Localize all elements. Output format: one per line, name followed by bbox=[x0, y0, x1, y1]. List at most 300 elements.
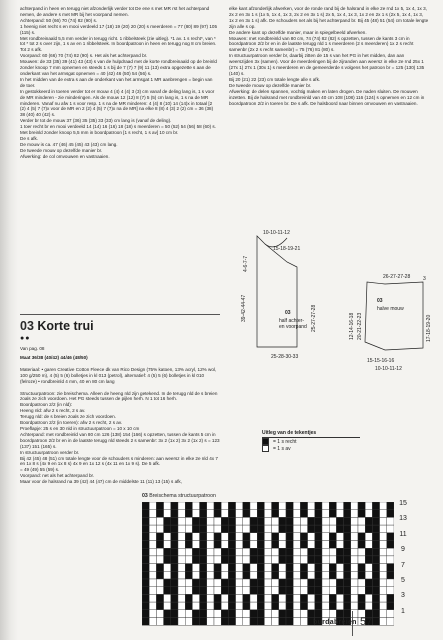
paragraph: In gestokkeerd in toeren verder tot er mouw 4 (4) 4 (4) 3 (3) cm vanaf de deling lang is, 1 s voor de MR minderen - zie minderingen. Als de mouw 12 (12) 8 (7) 5 (5) cm lang is, 1 s na de MR minderen. Vanaf nu afw 1 s voor resp. 1 s na de MR minderen: 4 (4) 8 (10) 14 (14)x in totaal [2 (2) 4 (5) 7 (7)x voor de MR en 2 (2) 4 (5) 7 (7)x na de MR] na elke 8 (8) 4 (3) 2 (2) cm = 36 (38) 38 (40) 40 (42) s. bbox=[20, 88, 215, 118]
chart-cell bbox=[236, 610, 243, 618]
page-reference: Van pag. 08 bbox=[20, 346, 45, 351]
chart-cell bbox=[221, 618, 228, 626]
chart-cell bbox=[336, 602, 343, 610]
chart-cell bbox=[372, 556, 379, 564]
instruction-list bbox=[20, 391, 220, 486]
chart-cell bbox=[344, 571, 351, 579]
chart-cell bbox=[387, 579, 394, 587]
chart-cell bbox=[329, 541, 336, 549]
chart-cell bbox=[387, 618, 394, 626]
chart-cell bbox=[387, 533, 394, 541]
chart-cell bbox=[329, 564, 336, 572]
chart-cell bbox=[351, 564, 358, 572]
chart-cell bbox=[207, 510, 214, 518]
chart-cell bbox=[142, 541, 149, 549]
chart-cell bbox=[279, 594, 286, 602]
chart-cell bbox=[228, 610, 235, 618]
chart-cell bbox=[178, 602, 185, 610]
chart-cell bbox=[279, 564, 286, 572]
chart-cell bbox=[192, 594, 199, 602]
chart-cell bbox=[250, 548, 257, 556]
chart-cell bbox=[142, 564, 149, 572]
chart-cell bbox=[250, 502, 257, 510]
chart-cell bbox=[250, 564, 257, 572]
sleeve-outline bbox=[365, 282, 423, 350]
chart-cell bbox=[336, 548, 343, 556]
chart-cell bbox=[185, 579, 192, 587]
paragraph: In het midden van de extra s aan de onderkant van het armsgat 1 MR aanbrengen = begin van de toer. bbox=[20, 76, 213, 88]
chart-cell bbox=[192, 602, 199, 610]
label-cuff-top: 3 bbox=[423, 276, 426, 282]
chart-cell bbox=[156, 571, 163, 579]
chart-cell bbox=[200, 587, 207, 595]
chart-cell bbox=[171, 610, 178, 618]
chart-name: Breischema structuurpatroon bbox=[149, 493, 216, 499]
chart-cell bbox=[365, 548, 372, 556]
chart-cell bbox=[171, 556, 178, 564]
chart-cell bbox=[365, 541, 372, 549]
chart-cell bbox=[380, 579, 387, 587]
chart-cell bbox=[142, 594, 149, 602]
chart-cell bbox=[372, 571, 379, 579]
chart-cell bbox=[387, 610, 394, 618]
chart-cell bbox=[192, 548, 199, 556]
label-sleeve-outer: 17-18-19-20 bbox=[426, 314, 432, 342]
chart-cell bbox=[300, 594, 307, 602]
chart-cell bbox=[200, 610, 207, 618]
chart-cell bbox=[286, 594, 293, 602]
chart-cell bbox=[336, 525, 343, 533]
chart-cell bbox=[164, 533, 171, 541]
chart-cell bbox=[293, 587, 300, 595]
chart-cell bbox=[185, 548, 192, 556]
chart-cell bbox=[221, 533, 228, 541]
chart-cell bbox=[351, 525, 358, 533]
chart-cell bbox=[351, 556, 358, 564]
chart-cell bbox=[221, 556, 228, 564]
chart-cell bbox=[178, 541, 185, 549]
chart-cell bbox=[192, 502, 199, 510]
chart-cell bbox=[336, 517, 343, 525]
chart-cell bbox=[164, 618, 171, 626]
chart-cell bbox=[200, 510, 207, 518]
chart-cell bbox=[228, 594, 235, 602]
chart-cell bbox=[207, 587, 214, 595]
chart-cell bbox=[315, 587, 322, 595]
chart-cell bbox=[264, 579, 271, 587]
chart-cell bbox=[279, 571, 286, 579]
chart-cell bbox=[221, 571, 228, 579]
chart-cell bbox=[286, 525, 293, 533]
knit-symbol-icon bbox=[262, 438, 269, 445]
chart-cell bbox=[257, 564, 264, 572]
chart-cell bbox=[156, 541, 163, 549]
chart-cell bbox=[372, 548, 379, 556]
chart-cell bbox=[344, 587, 351, 595]
chart-cell bbox=[279, 556, 286, 564]
chart-cell bbox=[192, 564, 199, 572]
chart-cell bbox=[272, 587, 279, 595]
paragraph: Structuurpatroon: zie breischema. Alleen de heeng nld zijn getekend. In de terugg nld de s breien zoals ze zich voordoen. Het PG steeds tussen de pijlen herh. N 1 tot 16 herh. bbox=[20, 390, 218, 402]
chart-cell bbox=[372, 618, 379, 626]
chart-cell bbox=[221, 564, 228, 572]
chart-cell bbox=[156, 556, 163, 564]
chart-cell bbox=[372, 564, 379, 572]
chart-cell bbox=[308, 502, 315, 510]
chart-cell bbox=[380, 525, 387, 533]
chart-cell bbox=[358, 594, 365, 602]
chart-cell bbox=[243, 571, 250, 579]
chart-cell bbox=[214, 541, 221, 549]
chart-cell bbox=[358, 571, 365, 579]
chart-cell bbox=[264, 510, 271, 518]
chart-cell bbox=[279, 602, 286, 610]
chart-cell bbox=[322, 502, 329, 510]
chart-cell bbox=[380, 510, 387, 518]
chart-cell bbox=[387, 548, 394, 556]
chart-cell bbox=[228, 564, 235, 572]
chart-cell bbox=[207, 618, 214, 626]
chart-cell bbox=[351, 587, 358, 595]
chart-cell bbox=[372, 517, 379, 525]
chart-cell bbox=[214, 594, 221, 602]
chart-cell bbox=[351, 594, 358, 602]
chart-cell bbox=[293, 602, 300, 610]
chart-cell bbox=[250, 533, 257, 541]
chart-cell bbox=[200, 579, 207, 587]
chart-cell bbox=[207, 594, 214, 602]
chart-cell bbox=[185, 517, 192, 525]
chart-cell bbox=[164, 564, 171, 572]
chart-cell bbox=[171, 594, 178, 602]
chart-cell bbox=[142, 602, 149, 610]
chart-cell bbox=[336, 571, 343, 579]
paragraph: Mouwen: met rondbreinld van 80 cm, 74 (74) 82 (82) s opzetten, tussen de kants 3 cm in boordpatroon 2/2 br en in de laatste terugg nld 1 s meerderen (2 s meerderen) 1x 2 s recht samenbr (2x 2 s recht samenbr) = 75 (76) 81 (80) s. bbox=[229, 35, 414, 53]
chart-cell bbox=[192, 571, 199, 579]
chart-cell bbox=[365, 525, 372, 533]
chart-cell bbox=[149, 525, 156, 533]
chart-cell bbox=[322, 541, 329, 549]
chart-cell bbox=[293, 517, 300, 525]
chart-cell bbox=[164, 525, 171, 533]
chart-cell bbox=[279, 541, 286, 549]
chart-cell bbox=[380, 571, 387, 579]
chart-cell bbox=[171, 548, 178, 556]
chart-cell bbox=[293, 594, 300, 602]
chart-cell bbox=[293, 548, 300, 556]
legend-label: = 1 s recht bbox=[273, 438, 297, 445]
chart-cell bbox=[214, 517, 221, 525]
chart-cell bbox=[344, 594, 351, 602]
chart-cell bbox=[185, 510, 192, 518]
chart-cell bbox=[293, 541, 300, 549]
chart-cell bbox=[185, 587, 192, 595]
chart-cell bbox=[336, 502, 343, 510]
chart-cell bbox=[272, 618, 279, 626]
chart-cell bbox=[279, 587, 286, 595]
chart-cell bbox=[257, 610, 264, 618]
chart-cell bbox=[315, 525, 322, 533]
chart-cell bbox=[257, 525, 264, 533]
chart-cell bbox=[286, 579, 293, 587]
chart-cell bbox=[344, 517, 351, 525]
chart-cell bbox=[272, 564, 279, 572]
chart-cell bbox=[200, 541, 207, 549]
chart-cell bbox=[257, 541, 264, 549]
paragraph: De mouw is ca. 47 (46) 45 (45) 43 (43) cm lang. bbox=[20, 141, 118, 147]
chart-cell bbox=[264, 602, 271, 610]
chart-cell bbox=[336, 610, 343, 618]
chart-cell bbox=[272, 579, 279, 587]
paragraph: Bij 20 (21) 22 (23) cm totale lengte alle s afk. bbox=[229, 76, 321, 82]
chart-cell bbox=[257, 602, 264, 610]
chart-cell bbox=[257, 548, 264, 556]
chart-cell bbox=[228, 533, 235, 541]
chart-cell bbox=[257, 579, 264, 587]
chart-cell bbox=[308, 564, 315, 572]
chart-cell bbox=[171, 564, 178, 572]
paragraph: Heeng nld: afw 2 s recht, 2 s av. bbox=[20, 408, 86, 414]
chart-cell bbox=[142, 610, 149, 618]
chart-cell bbox=[322, 548, 329, 556]
chart-cell bbox=[344, 502, 351, 510]
chart-cell bbox=[300, 587, 307, 595]
chart-cell bbox=[243, 610, 250, 618]
chart-cell bbox=[286, 556, 293, 564]
paragraph: Achterpand: 50 (66) 70 (74) 82 (90) s. bbox=[20, 17, 98, 23]
chart-cell bbox=[236, 564, 243, 572]
chart-cell bbox=[279, 618, 286, 626]
chart-cell bbox=[351, 602, 358, 610]
chart-cell bbox=[308, 602, 315, 610]
chart-cell bbox=[178, 594, 185, 602]
label-sleeve-mid-1: 12-14-16-18 bbox=[349, 312, 355, 340]
chart-cell bbox=[236, 579, 243, 587]
chart-cell bbox=[149, 602, 156, 610]
chart-cell bbox=[329, 610, 336, 618]
chart-cell bbox=[214, 564, 221, 572]
chart-cell bbox=[358, 502, 365, 510]
chart-cell bbox=[243, 541, 250, 549]
chart-cell bbox=[192, 525, 199, 533]
chart-cell bbox=[322, 579, 329, 587]
chart-cell bbox=[272, 610, 279, 618]
chart-cell bbox=[293, 579, 300, 587]
chart-cell bbox=[372, 587, 379, 595]
chart-cell bbox=[344, 564, 351, 572]
chart-cell bbox=[351, 510, 358, 518]
chart-cell bbox=[185, 556, 192, 564]
chart-title bbox=[142, 493, 216, 499]
chart-cell bbox=[358, 548, 365, 556]
chart-cell bbox=[156, 533, 163, 541]
chart-cell bbox=[207, 517, 214, 525]
chart-cell bbox=[236, 533, 243, 541]
chart-cell bbox=[164, 541, 171, 549]
paragraph: De andere kant op dezelfde manier, maar in spiegelbeeld afwerken. bbox=[229, 29, 367, 35]
chart-cell bbox=[351, 571, 358, 579]
chart-cell bbox=[322, 610, 329, 618]
chart-cell bbox=[336, 541, 343, 549]
paragraph: Achterpand: met rondbreinld van 80 cm 126 (138) 154 (166) s opzetten, tussen de kants 5 cm in boordpatroon 2/2 br en in de laatste terugg nld steeds 2 s samenbr: 3x 2 (1x 2) 3x 2 (1x 2) s = 123 (137) 151 (165) s. bbox=[20, 431, 220, 449]
chart-cell bbox=[300, 541, 307, 549]
label-sleeve: halve mouw bbox=[377, 306, 404, 312]
chart-cell bbox=[142, 548, 149, 556]
chart-cell bbox=[236, 548, 243, 556]
chart-cell bbox=[272, 602, 279, 610]
symbol-legend bbox=[262, 430, 360, 452]
chart-cell bbox=[264, 571, 271, 579]
chart-cell bbox=[380, 548, 387, 556]
paragraph: In structuurpatroon verder br, daarbij zitten de 15 s van het PG in het midden, dan aan weerszijden 3x (samen). Voor de meerderingen bij de zijranden aan weersz in elke 2e rnd 25x 1 (27x 1) 27x 1 (30x 1) s meerderen en de gemeerderde s volgens het patroon br = 125 (130) 135 (140) s. bbox=[229, 53, 425, 76]
paragraph: Boordpatroon 2/2 (in nld): bbox=[20, 402, 73, 408]
label-top-measure: 10-10-11-12 bbox=[263, 230, 290, 236]
chart-cell bbox=[372, 610, 379, 618]
chart-cell bbox=[207, 579, 214, 587]
chart-cell bbox=[279, 525, 286, 533]
paragraph: Afwerking: de delen spannen, vochtig maken en laten drogen. De naden sluiten. De mouwen inzetten. Bij de halsrand met rondbreinld van 40 cm 108 (108) 116 (124) s opnemen en 12 cm in boordpatroon 2/2 in toeren br. De s afk. De halsboord naar binnen omvouwen en vastnaaien. bbox=[229, 88, 425, 106]
chart-cell bbox=[214, 556, 221, 564]
chart-cell bbox=[300, 510, 307, 518]
instructions-column bbox=[20, 346, 220, 485]
paragraph: = 49 (49) 55 (59) s. bbox=[20, 467, 60, 473]
chart-cell bbox=[308, 594, 315, 602]
chart-cell bbox=[250, 587, 257, 595]
chart-cell bbox=[293, 510, 300, 518]
paragraph: Voorpand: 60 (66) 70 (74) 82 (90) s. Het als het achterpand br. bbox=[20, 53, 148, 59]
chart-cell bbox=[142, 525, 149, 533]
chart-cell bbox=[178, 587, 185, 595]
paragraph: Mouwen: de 33 (35) 39 (41) 43 (43) s van de hulpdraad met de korte rondbreinaald op de breinld zonder knoop 7 mm opnemen en steeds 1 s bij de 7 (7) 7 (9) 11 (13) extra opgezette s aan de onderkant van het armsgat opnemen = 40 (42) 46 (50) 54 (56) s. bbox=[20, 59, 217, 76]
chart-cell bbox=[243, 502, 250, 510]
chart-cell bbox=[156, 610, 163, 618]
chart-cell bbox=[286, 602, 293, 610]
paragraph: 1 heenig niet recht s en mooi verdeeld 17 (18) 19 (20) 20 (20) s meerderen = 77 (80) 89 (97) 105 (115) s. bbox=[20, 23, 218, 35]
chart-cell bbox=[243, 594, 250, 602]
chart-cell bbox=[322, 564, 329, 572]
chart-cell bbox=[171, 541, 178, 549]
chart-cell bbox=[257, 510, 264, 518]
chart-cell bbox=[315, 610, 322, 618]
label-left-small: 4-6-7-7 bbox=[243, 255, 249, 272]
chart-cell bbox=[336, 533, 343, 541]
section-name: Korte trui bbox=[37, 319, 94, 333]
chart-cell bbox=[243, 510, 250, 518]
chart-cell bbox=[164, 556, 171, 564]
chart-cell bbox=[221, 610, 228, 618]
chart-cell bbox=[221, 587, 228, 595]
label-piece-1: half achter- bbox=[279, 318, 305, 324]
chart-cell bbox=[221, 525, 228, 533]
chart-cell bbox=[171, 510, 178, 518]
chart-cell bbox=[358, 564, 365, 572]
row-number: 3 bbox=[401, 592, 405, 600]
chart-cell bbox=[142, 502, 149, 510]
chart-cell bbox=[178, 610, 185, 618]
chart-cell bbox=[358, 525, 365, 533]
chart-cell bbox=[286, 541, 293, 549]
chart-cell bbox=[164, 610, 171, 618]
chart-cell bbox=[178, 579, 185, 587]
chart-cell bbox=[336, 510, 343, 518]
chart-cell bbox=[344, 510, 351, 518]
left-text-column bbox=[20, 6, 218, 160]
chart-cell bbox=[164, 517, 171, 525]
chart-cell bbox=[264, 564, 271, 572]
chart-cell bbox=[243, 525, 250, 533]
chart-cell bbox=[380, 533, 387, 541]
chart-cell bbox=[171, 502, 178, 510]
chart-cell bbox=[221, 510, 228, 518]
chart-number: 03 bbox=[142, 493, 148, 499]
paragraph: De tweede mouw op dezelfde manier br. bbox=[229, 82, 312, 88]
chart-cell bbox=[286, 564, 293, 572]
chart-cell bbox=[228, 556, 235, 564]
section-number: 03 bbox=[20, 319, 34, 333]
chart-cell bbox=[214, 510, 221, 518]
chart-cell bbox=[358, 517, 365, 525]
chart-cell bbox=[192, 587, 199, 595]
chart-cell bbox=[264, 548, 271, 556]
chart-cell bbox=[214, 502, 221, 510]
chart-cell bbox=[322, 533, 329, 541]
chart-cell bbox=[372, 510, 379, 518]
chart-cell bbox=[344, 548, 351, 556]
legend-item bbox=[262, 438, 360, 445]
chart-cell bbox=[207, 502, 214, 510]
chart-cell bbox=[228, 517, 235, 525]
chart-cell bbox=[156, 525, 163, 533]
chart-cell bbox=[185, 610, 192, 618]
chart-cell bbox=[380, 517, 387, 525]
chart-cell bbox=[192, 618, 199, 626]
chart-cell bbox=[286, 510, 293, 518]
chart-cell bbox=[308, 571, 315, 579]
chart-cell bbox=[164, 602, 171, 610]
row-number: 9 bbox=[401, 546, 405, 554]
chart-cell bbox=[387, 571, 394, 579]
chart-cell bbox=[365, 502, 372, 510]
chart-cell bbox=[365, 533, 372, 541]
chart-cell bbox=[149, 533, 156, 541]
chart-cell bbox=[293, 571, 300, 579]
schematic-svg bbox=[225, 222, 433, 422]
right-text-column bbox=[229, 6, 429, 106]
chart-cell bbox=[221, 594, 228, 602]
chart-cell bbox=[156, 579, 163, 587]
chart-cell bbox=[149, 510, 156, 518]
chart-cell bbox=[156, 587, 163, 595]
chart-cell bbox=[164, 579, 171, 587]
label-piece-number: 03 bbox=[285, 310, 291, 316]
chart-cell bbox=[336, 564, 343, 572]
chart-cell bbox=[329, 579, 336, 587]
chart-cell bbox=[272, 533, 279, 541]
chart-cell bbox=[207, 556, 214, 564]
chart-cell bbox=[264, 610, 271, 618]
chart-cell bbox=[272, 510, 279, 518]
chart-cell bbox=[243, 533, 250, 541]
chart-cell bbox=[149, 594, 156, 602]
chart-cell bbox=[214, 610, 221, 618]
row-number: 13 bbox=[399, 515, 407, 523]
chart-cell bbox=[257, 556, 264, 564]
page-number: 57 bbox=[360, 616, 373, 628]
chart-cell bbox=[351, 579, 358, 587]
chart-cell bbox=[300, 548, 307, 556]
chart-cell bbox=[192, 556, 199, 564]
schematic-diagram bbox=[225, 222, 433, 422]
